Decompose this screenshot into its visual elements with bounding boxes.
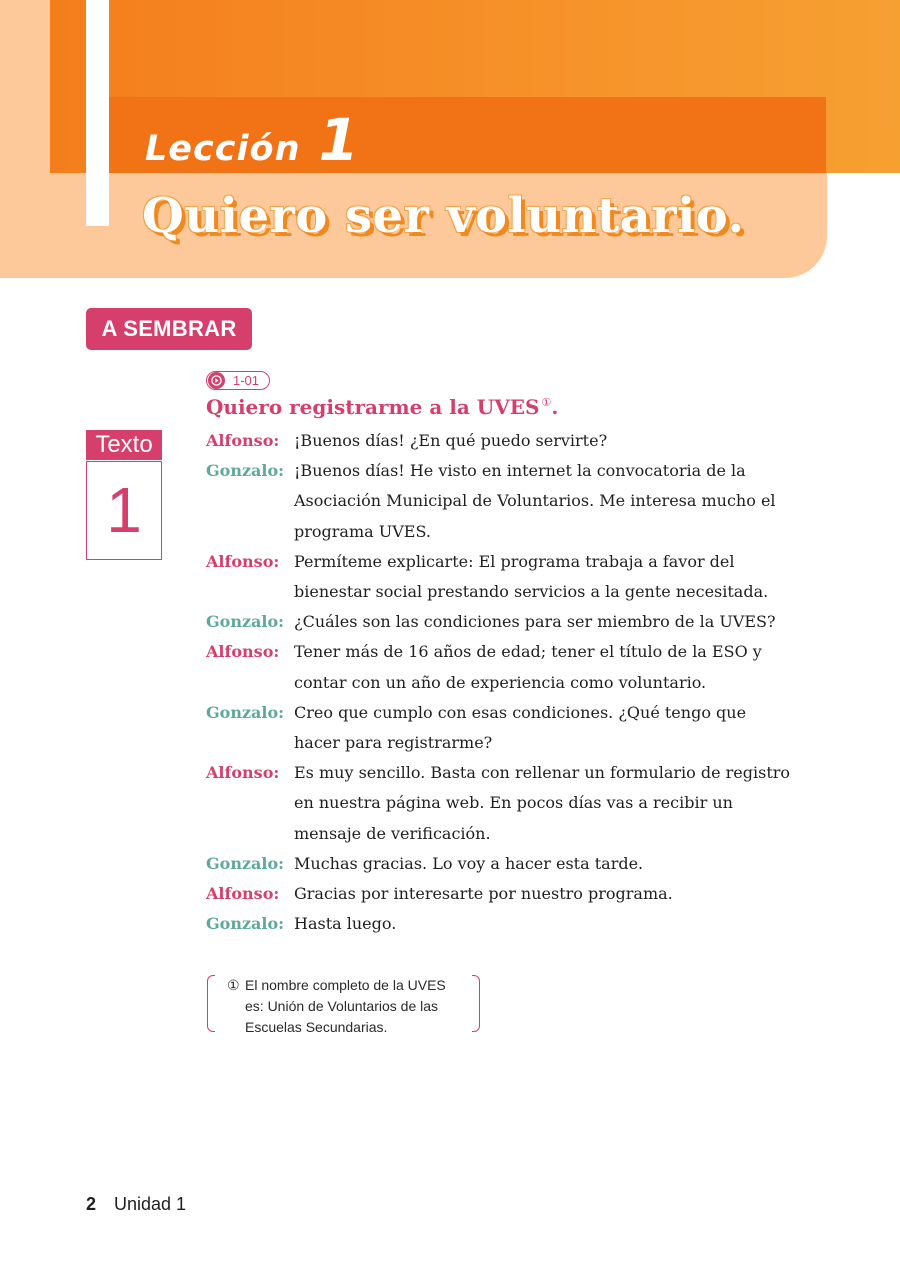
- line-text: Creo que cumplo con esas condiciones. ¿Qué tengo que hacer para registrarme?: [294, 702, 747, 753]
- footnote-text: [227, 975, 472, 1038]
- line-text: Tener más de 16 años de edad; tener el título de la ESO y contar con un año de experiencia como voluntario.: [294, 642, 762, 692]
- footnote-line-1: El nombre completo de la UVES: [245, 977, 446, 993]
- dialogue-line: [206, 607, 796, 637]
- dialogue-line: [206, 758, 796, 849]
- dialogue-title-text: Quiero registrarme a la UVES: [206, 395, 540, 419]
- audio-track-code: 1-01: [233, 373, 260, 388]
- dialogue-line: [206, 879, 796, 909]
- page-title: Quiero ser voluntario.: [142, 188, 745, 244]
- dialogue-line: [206, 637, 796, 697]
- lesson-number: 1: [318, 106, 359, 174]
- footnote-reference: ①: [541, 396, 552, 410]
- texto-number: 1: [86, 461, 162, 560]
- dialogue: [206, 426, 796, 939]
- line-text: ¿Cuáles son las condiciones para ser miembro de la UVES?: [294, 612, 776, 632]
- line-text: Permíteme explicarte: El programa trabaja a favor del bienestar social prestando servicios a la gente necesitada.: [294, 551, 769, 602]
- header-white-stripe: [86, 0, 109, 226]
- speaker-gonzalo: Gonzalo:: [206, 853, 285, 873]
- footnote-line-3: Escuelas Secundarias.: [245, 1019, 388, 1035]
- line-text: Es muy sencillo. Basta con rellenar un formulario de registro en nuestra página web. En pocos días vas a recibir un mensaje de verificación.: [294, 763, 791, 843]
- dialogue-title-end: .: [551, 395, 559, 419]
- footnote-mark: ①: [227, 977, 240, 993]
- line-text: ¡Buenos días! He visto en internet la convocatoria de la Asociación Municipal de Voluntarios. Me interesa mucho el programa UVES.: [294, 461, 776, 541]
- dialogue-line: [206, 547, 796, 607]
- speaker-alfonso: Alfonso:: [206, 763, 280, 783]
- dialogue-line: [206, 426, 796, 456]
- lesson-word: Lección: [145, 129, 301, 169]
- footnote-line: [227, 975, 472, 996]
- texto-label: Texto: [86, 430, 162, 460]
- speaker-alfonso: Alfonso:: [206, 884, 280, 904]
- line-text: Muchas gracias. Lo voy a hacer esta tarde.: [294, 853, 644, 873]
- page-number: 2: [86, 1194, 97, 1214]
- footnote-bracket-left: [207, 975, 215, 1032]
- dialogue-line: [206, 909, 796, 939]
- speaker-alfonso: Alfonso:: [206, 431, 280, 450]
- speaker-alfonso: Alfonso:: [206, 642, 280, 662]
- section-tag: A SEMBRAR: [86, 308, 252, 350]
- unit-label: Unidad 1: [114, 1194, 187, 1214]
- speaker-gonzalo: Gonzalo:: [206, 702, 285, 722]
- page-footer: [86, 1194, 186, 1215]
- line-text: ¡Buenos días! ¿En qué puedo servirte?: [294, 431, 608, 450]
- line-text: Gracias por interesarte por nuestro programa.: [294, 884, 673, 904]
- audio-track-button[interactable]: [206, 371, 270, 390]
- play-icon: [208, 372, 225, 389]
- speaker-gonzalo: Gonzalo:: [206, 461, 285, 481]
- dialogue-line: [206, 849, 796, 879]
- lesson-heading: [145, 106, 359, 174]
- line-text: Hasta luego.: [294, 914, 397, 934]
- speaker-gonzalo: Gonzalo:: [206, 612, 285, 632]
- footnote-bracket-right: [472, 975, 480, 1032]
- dialogue-line: [206, 456, 796, 547]
- footnote-line-2: es: Unión de Voluntarios de las: [245, 998, 439, 1014]
- speaker-alfonso: Alfonso:: [206, 551, 280, 571]
- footnote: [207, 975, 480, 1034]
- speaker-gonzalo: Gonzalo:: [206, 914, 285, 934]
- dialogue-title: [206, 395, 558, 419]
- dialogue-line: [206, 698, 796, 758]
